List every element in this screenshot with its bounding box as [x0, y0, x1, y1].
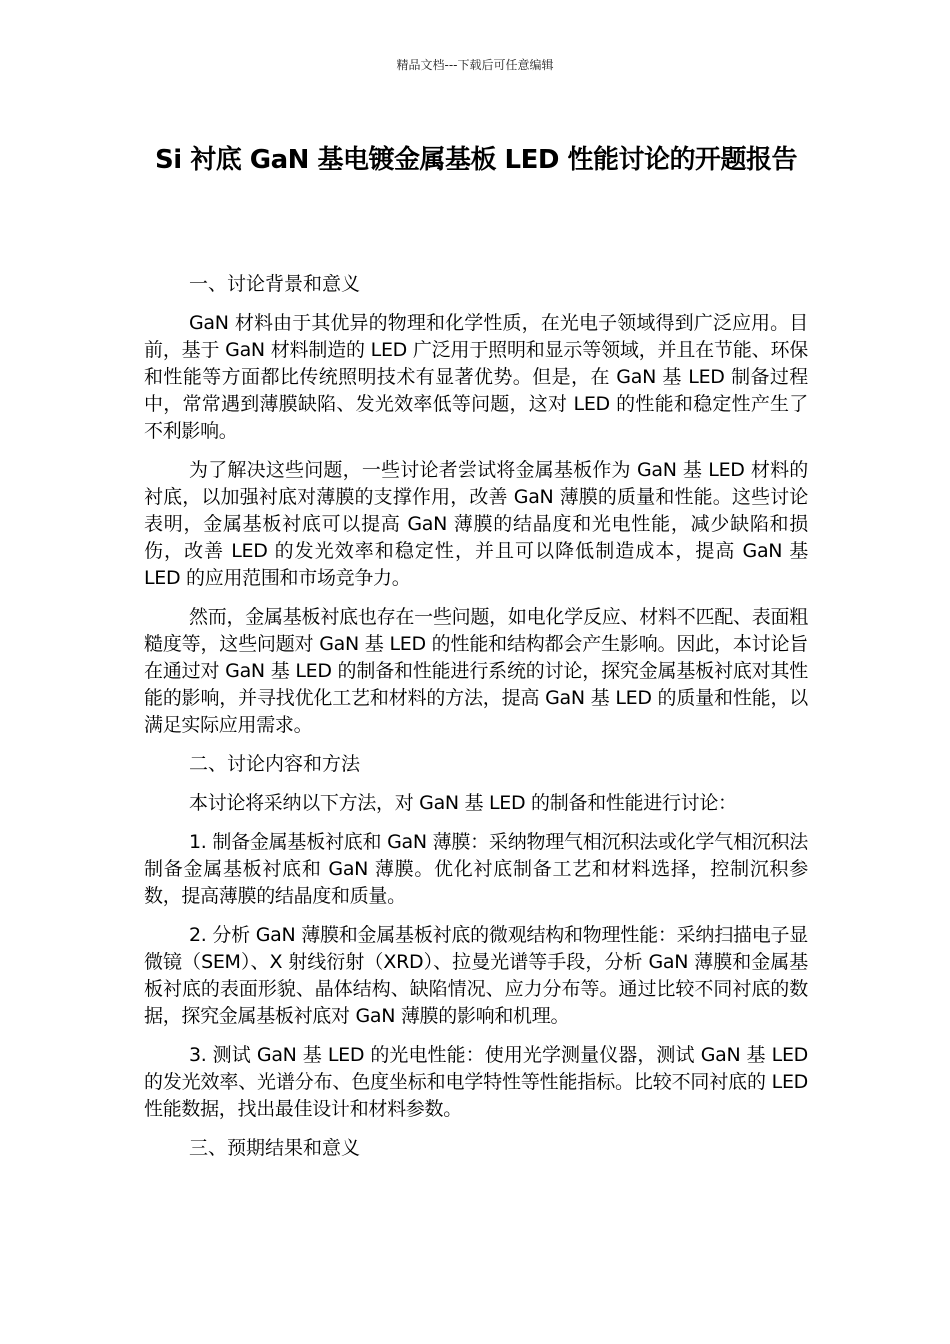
section-heading-background: 一、讨论背景和意义: [189, 273, 361, 295]
paragraph: 然而，金属基板衬底也存在一些问题，如电化学反应、材料不匹配、表面粗糙度等，这些问题对 GaN 基 LED 的性能和结构都会产生影响。因此，本讨论旨在通过对 GaN 基 LED 的制备和性能进行系统的讨论，探究金属基板衬底对其性能的影响，并寻找优化工艺和材料的方法，提高 GaN 基 LED 的质量和性能，以满足实际应用需求。: [144, 606, 808, 736]
document-body: [144, 271, 808, 1174]
list-item: 2. 分析 GaN 薄膜和金属基板衬底的微观结构和物理性能：采纳扫描电子显微镜（SEM）、X 射线衍射（XRD）、拉曼光谱等手段，分析 GaN 薄膜和金属基板衬底的表面形貌、晶体结构、缺陷情况、应力分布等。通过比较不同衬底的数据，探究金属基板衬底对 GaN 薄膜的影响和机理。: [144, 924, 808, 1027]
paragraph: GaN 材料由于其优异的物理和化学性质，在光电子领域得到广泛应用。目前，基于 GaN 材料制造的 LED 广泛用于照明和显示等领域，并且在节能、环保和性能等方面都比传统照明技术有显著优势。但是，在 GaN 基 LED 制备过程中，常常遇到薄膜缺陷、发光效率低等问题，这对 LED 的性能和稳定性产生了不利影响。: [144, 312, 808, 442]
paragraph: 本讨论将采纳以下方法，对 GaN 基 LED 的制备和性能进行讨论：: [189, 792, 737, 814]
section-heading-methods: 二、讨论内容和方法: [189, 753, 361, 775]
section-heading-results: 三、预期结果和意义: [189, 1137, 361, 1159]
list-item: 1. 制备金属基板衬底和 GaN 薄膜：采纳物理气相沉积法或化学气相沉积法制备金属基板衬底和 GaN 薄膜。优化衬底制备工艺和材料选择，控制沉积参数，提高薄膜的结晶度和质量。: [144, 831, 808, 907]
list-item: 3. 测试 GaN 基 LED 的光电性能：使用光学测量仪器，测试 GaN 基 LED 的发光效率、光谱分布、色度坐标和电学特性等性能指标。比较不同衬底的 LED 性能数据，找出最佳设计和材料参数。: [144, 1044, 808, 1120]
document-title: Si 衬底 GaN 基电镀金属基板 LED 性能讨论的开题报告: [155, 145, 797, 175]
page-header: 精品文档---下载后可任意编辑: [396, 58, 554, 72]
paragraph: 为了解决这些问题，一些讨论者尝试将金属基板作为 GaN 基 LED 材料的衬底，以加强衬底对薄膜的支撑作用，改善 GaN 薄膜的质量和性能。这些讨论表明，金属基板衬底可以提高 GaN 薄膜的结晶度和光电性能，减少缺陷和损伤，改善 LED 的发光效率和稳定性，并且可以降低制造成本，提高 GaN 基 LED 的应用范围和市场竞争力。: [144, 459, 808, 589]
